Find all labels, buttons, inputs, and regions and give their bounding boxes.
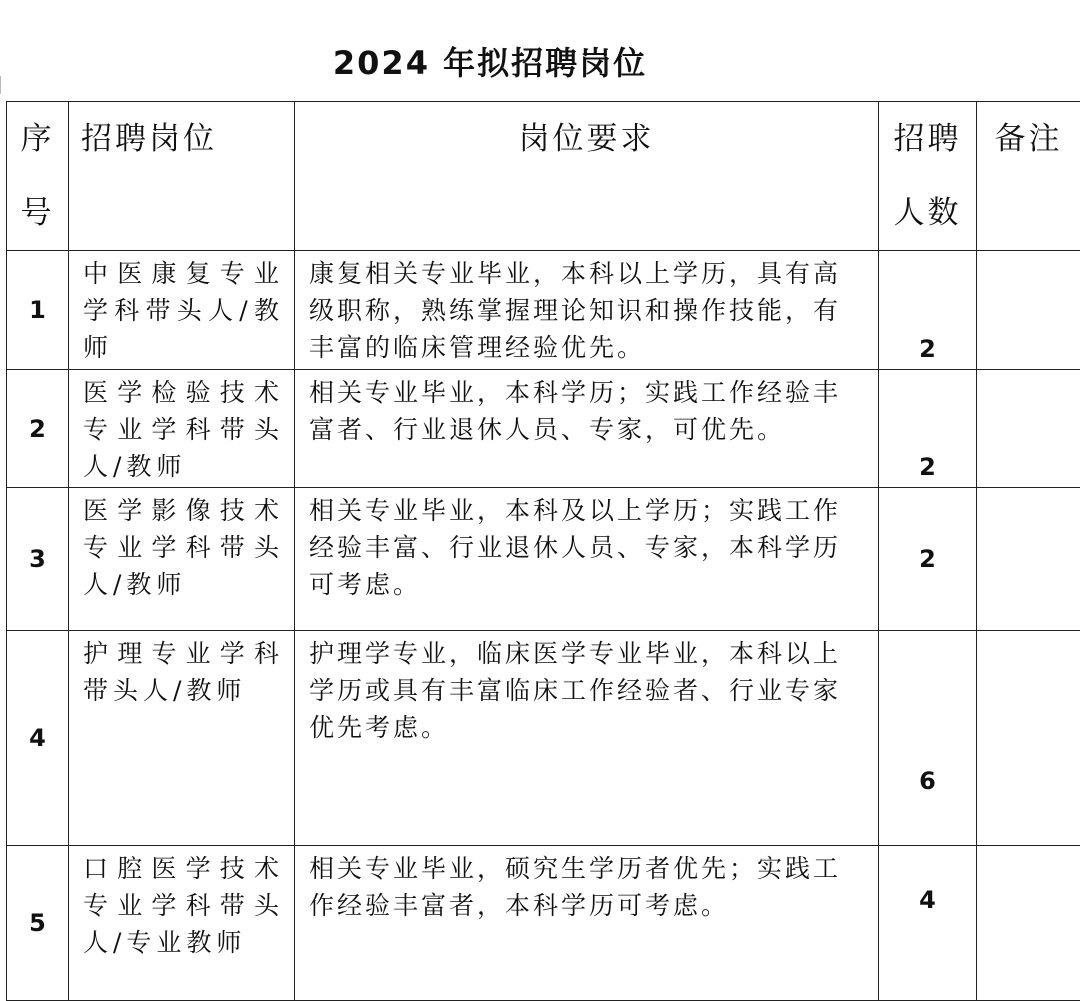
row-requirements: 康复相关专业毕业，本科以上学历，具有高级职称，熟练掌握理论知识和操作技能，有丰富的临床管理经验优先。 [295, 251, 879, 370]
header-row [7, 102, 1080, 251]
table-row [7, 846, 1080, 1001]
row-count: 6 [879, 631, 977, 846]
header-seq [7, 102, 69, 251]
row-requirements: 护理学专业，临床医学专业毕业，本科以上学历或具有丰富临床工作经验者、行业专家优先考虑。 [295, 631, 879, 846]
row-seq: 4 [7, 631, 69, 846]
row-count: 2 [879, 370, 977, 488]
table-row [7, 488, 1080, 631]
row-seq: 2 [7, 370, 69, 488]
header-seq-line1: 序 [21, 121, 55, 157]
header-count-line2: 人数 [894, 195, 962, 231]
row-count: 2 [879, 488, 977, 631]
header-note: 备注 [977, 102, 1080, 251]
row-requirements: 相关专业毕业，本科学历；实践工作经验丰富者、行业退休人员、专家，可优先。 [295, 370, 879, 488]
header-count-line1: 招聘 [894, 121, 962, 157]
row-position: 口腔医学技术专业学科带头人/专业教师 [69, 846, 295, 1001]
row-note [977, 488, 1080, 631]
row-requirements: 相关专业毕业，硕究生学历者优先；实践工作经验丰富者，本科学历可考虑。 [295, 846, 879, 1001]
row-note [977, 846, 1080, 1001]
row-position: 中医康复专业学科带头人/教师 [69, 251, 295, 370]
row-seq: 5 [7, 846, 69, 1001]
row-note [977, 370, 1080, 488]
recruitment-table [6, 101, 1080, 1001]
row-count: 2 [879, 251, 977, 370]
table-row [7, 370, 1080, 488]
row-count: 4 [879, 846, 977, 1001]
row-requirements: 相关专业毕业，本科及以上学历；实践工作经验丰富、行业退休人员、专家，本科学历可考虑。 [295, 488, 879, 631]
page-title: 2024 年拟招聘岗位 [0, 40, 980, 86]
row-position: 医学影像技术专业学科带头人/教师 [69, 488, 295, 631]
row-note [977, 631, 1080, 846]
row-position: 医学检验技术专业学科带头人/教师 [69, 370, 295, 488]
header-seq-line2: 号 [21, 195, 55, 231]
header-requirements: 岗位要求 [295, 102, 879, 251]
row-position: 护理专业学科带头人/教师 [69, 631, 295, 846]
row-note [977, 251, 1080, 370]
corner-mark [0, 76, 5, 94]
table-row [7, 251, 1080, 370]
header-count [879, 102, 977, 251]
header-position: 招聘岗位 [69, 102, 295, 251]
row-seq: 3 [7, 488, 69, 631]
table-row [7, 631, 1080, 846]
row-seq: 1 [7, 251, 69, 370]
